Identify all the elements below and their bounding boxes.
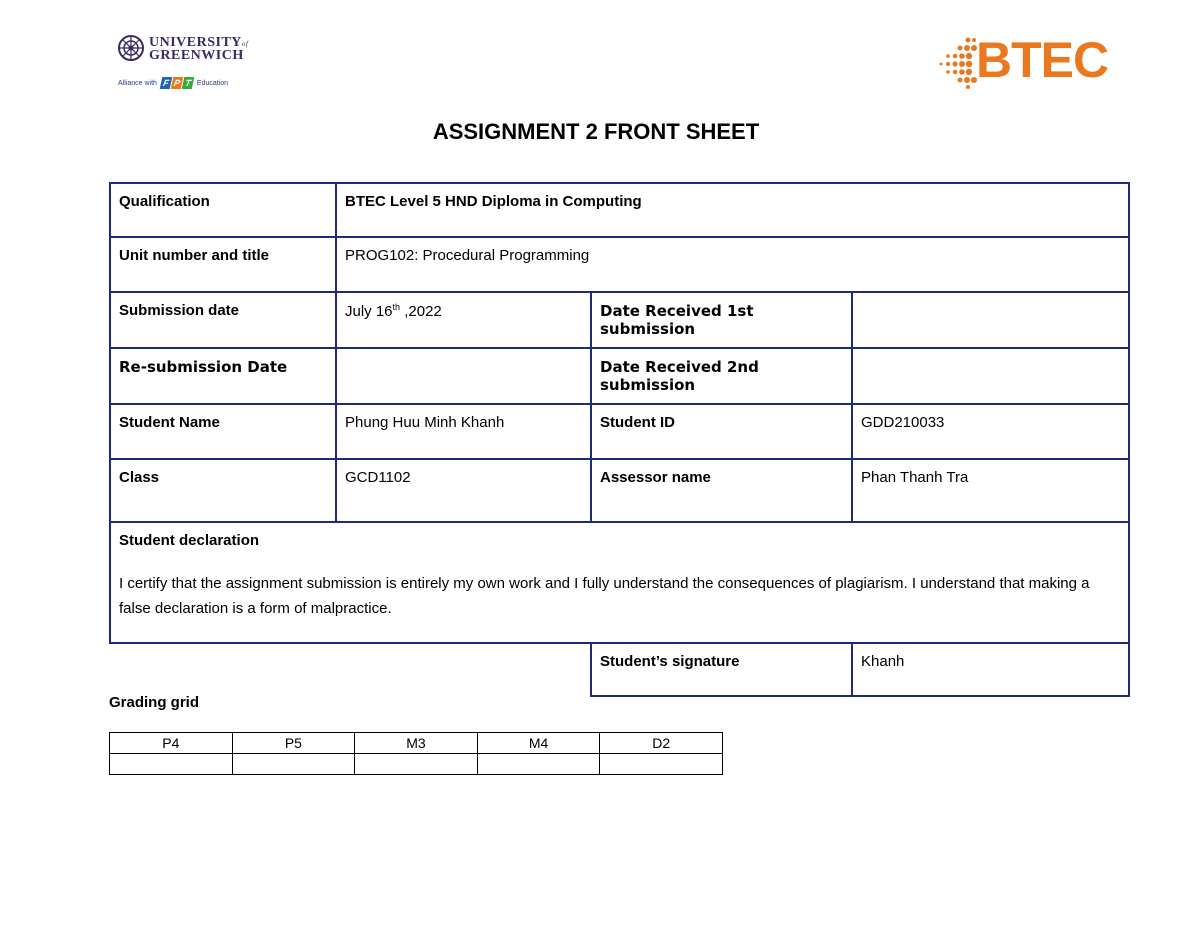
fpt-letter-f: F	[160, 77, 173, 89]
grading-value-m3	[355, 754, 478, 775]
received-2nd-value	[852, 348, 1129, 404]
alliance-suffix: Education	[196, 79, 229, 87]
university-seal-icon	[118, 35, 144, 61]
grading-header-m4: M4	[477, 733, 600, 754]
row-class	[110, 459, 1129, 522]
grading-value-p5	[232, 754, 355, 775]
grading-header-p5: P5	[232, 733, 355, 754]
student-id-value: GDD210033	[852, 404, 1129, 459]
university-of-greenwich-logo	[118, 33, 248, 95]
grading-header-row	[110, 733, 723, 754]
row-submission-date	[110, 292, 1129, 348]
row-student-name	[110, 404, 1129, 459]
grading-value-d2	[600, 754, 723, 775]
fpt-letter-t: T	[182, 77, 195, 89]
row-declaration	[110, 522, 1129, 643]
grading-value-m4	[477, 754, 600, 775]
unit-label: Unit number and title	[110, 237, 336, 292]
declaration-cell	[110, 522, 1129, 643]
fpt-logo	[161, 77, 193, 89]
received-1st-label: Date Received 1st submission	[591, 292, 852, 348]
grading-header-p4: P4	[110, 733, 233, 754]
class-label: Class	[110, 459, 336, 522]
front-sheet-table	[109, 182, 1130, 697]
alliance-prefix: Alliance with	[118, 79, 157, 87]
declaration-heading: Student declaration	[119, 532, 260, 549]
btec-wordmark: BTEC	[976, 32, 1109, 88]
received-2nd-label: Date Received 2nd submission	[591, 348, 852, 404]
signature-value: Khanh	[852, 643, 1129, 696]
student-name-value: Phung Huu Minh Khanh	[336, 404, 591, 459]
student-name-label: Student Name	[110, 404, 336, 459]
student-id-label: Student ID	[591, 404, 852, 459]
submission-date-value: July 16th ,2022	[336, 292, 591, 348]
row-unit	[110, 237, 1129, 292]
resubmission-label: Re-submission Date	[110, 348, 336, 404]
grading-value-row	[110, 754, 723, 775]
fpt-letter-p: P	[171, 77, 184, 89]
grading-header-d2: D2	[600, 733, 723, 754]
qualification-value: BTEC Level 5 HND Diploma in Computing	[336, 183, 1129, 237]
university-name-line1: UNIVERSITYof	[149, 35, 249, 50]
signature-label: Student’s signature	[591, 643, 852, 696]
row-qualification	[110, 183, 1129, 237]
btec-dots-icon	[936, 34, 980, 90]
alliance-line	[118, 77, 228, 89]
assessor-label: Assessor name	[591, 459, 852, 522]
university-name-line2: GREENWICH	[149, 48, 244, 63]
btec-logo	[936, 34, 1121, 90]
grading-grid-label: Grading grid	[109, 694, 199, 711]
grading-header-m3: M3	[355, 733, 478, 754]
qualification-label: Qualification	[110, 183, 336, 237]
unit-value: PROG102: Procedural Programming	[336, 237, 1129, 292]
page-title: ASSIGNMENT 2 FRONT SHEET	[432, 119, 760, 144]
grading-value-p4	[110, 754, 233, 775]
assessor-value: Phan Thanh Tra	[852, 459, 1129, 522]
row-signature	[110, 643, 1129, 696]
submission-date-label: Submission date	[110, 292, 336, 348]
class-value: GCD1102	[336, 459, 591, 522]
declaration-text: I certify that the assignment submission is entirely my own work and I fully understand the consequences of plagiarism. I understand that making a false declaration is a form of malpractice.	[119, 575, 1090, 617]
grading-grid-table	[109, 732, 723, 775]
received-1st-value	[852, 292, 1129, 348]
row-resubmission	[110, 348, 1129, 404]
resubmission-value	[336, 348, 591, 404]
